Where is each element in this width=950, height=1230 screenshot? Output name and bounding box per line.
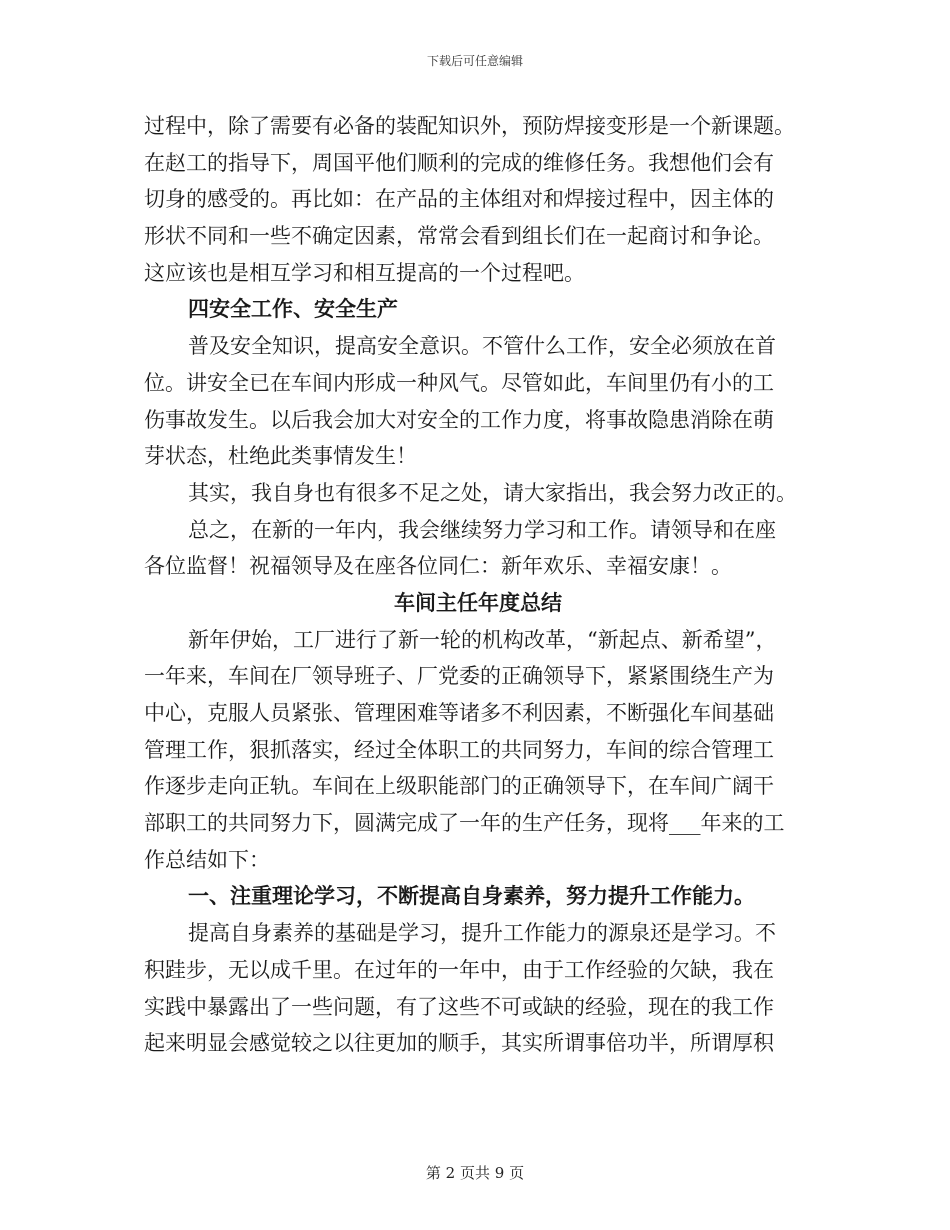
section-heading-study: 一、注重理论学习，不断提高自身素养，努力提升工作能力。 — [188, 883, 755, 909]
body-line: 作总结如下： — [144, 847, 270, 872]
body-line: 新年伊始，工厂进行了新一轮的机构改革，“新起点、新希望”， — [188, 627, 777, 652]
body-line: 总之，在新的一年内，我会继续努力学习和工作。请领导和在座 — [188, 517, 776, 542]
body-line: 这应该也是相互学习和相互提高的一个过程吧。 — [144, 260, 585, 285]
document-body — [144, 108, 812, 1062]
body-line: 各位监督！祝福领导及在座各位同仁：新年欢乐、幸福安康！。 — [144, 554, 732, 579]
body-line: 管理工作，狠抓落实，经过全体职工的共同努力，车间的综合管理工 — [144, 737, 774, 762]
body-line: 普及安全知识，提高安全意识。不管什么工作，安全必须放在首 — [188, 334, 776, 359]
body-line: 实践中暴露出了一些问题，有了这些不可或缺的经验，现在的我工作 — [144, 994, 774, 1019]
body-line: 在赵工的指导下，周国平他们顺利的完成的维修任务。我想他们会有 — [144, 150, 774, 175]
body-line: 位。讲安全已在车间内形成一种风气。尽管如此，车间里仍有小的工 — [144, 370, 774, 395]
section-heading-safety: 四安全工作、安全生产 — [188, 296, 398, 322]
body-line: 切身的感受的。再比如：在产品的主体组对和焊接过程中，因主体的 — [144, 187, 774, 212]
body-line: 部职工的共同努力下，圆满完成了一年的生产任务，现将___年来的工 — [144, 811, 785, 836]
page-footer: 第 2 页共 9 页 — [425, 1164, 525, 1182]
body-line: 一年来，车间在厂领导班子、厂党委的正确领导下，紧紧围绕生产为 — [144, 664, 774, 689]
page-header: 下载后可任意编辑 — [426, 54, 523, 68]
body-line: 伤事故发生。以后我会加大对安全的工作力度，将事故隐患消除在萌 — [144, 407, 774, 432]
body-line: 芽状态，杜绝此类事情发生！ — [144, 444, 417, 469]
body-line: 中心，克服人员紧张、管理困难等诸多不利因素，不断强化车间基础 — [144, 701, 774, 725]
body-line: 作逐步走向正轨。车间在上级职能部门的正确领导下，在车间广阔干 — [144, 774, 774, 799]
body-line: 积跬步，无以成千里。在过年的一年中，由于工作经验的欠缺，我在 — [144, 957, 774, 982]
body-line: 起来明显会感觉较之以往更加的顺手，其实所谓事倍功半，所谓厚积 — [144, 1031, 774, 1056]
body-line: 提高自身素养的基础是学习，提升工作能力的源泉还是学习。不 — [188, 921, 776, 946]
body-line: 其实，我自身也有很多不足之处，请大家指出，我会努力改正的。 — [188, 480, 797, 505]
body-line: 过程中，除了需要有必备的装配知识外，预防焊接变形是一个新课题。 — [144, 114, 795, 138]
document-title: 车间主任年度总结 — [394, 589, 562, 615]
body-line: 形状不同和一些不确定因素，常常会看到组长们在一起商讨和争论。 — [144, 224, 774, 249]
